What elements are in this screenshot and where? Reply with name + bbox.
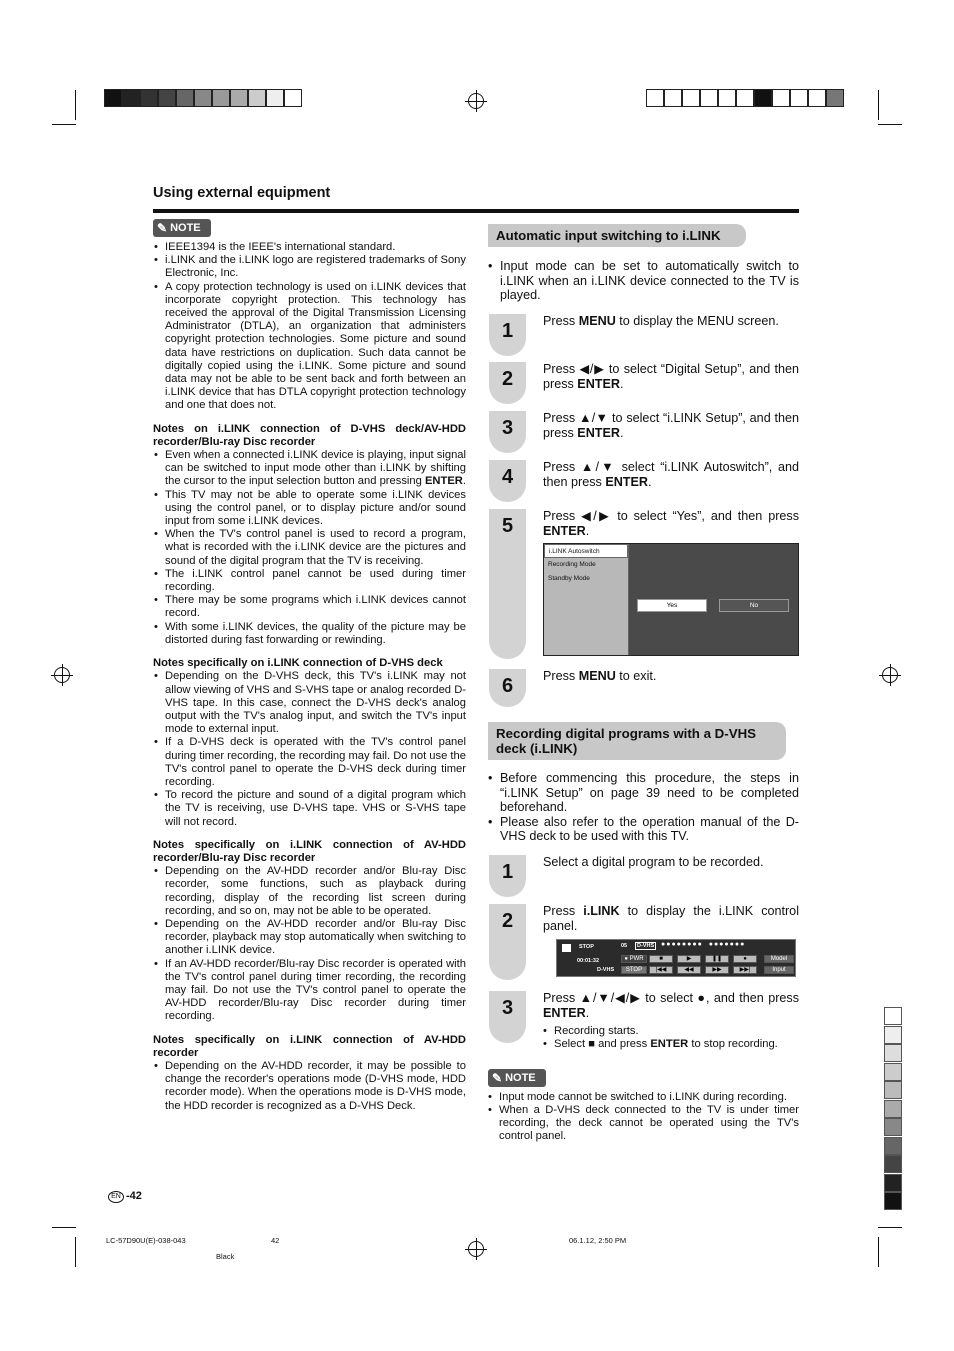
step-text-part: . (648, 474, 652, 489)
step-text-part: Press ▲/▼/◀/▶ to select ●, and then press (543, 991, 799, 1005)
panel-device: D-VHS (597, 967, 615, 973)
index-tab (884, 1081, 902, 1099)
pencil-icon: ✎ (492, 1071, 503, 1085)
step-text-part: . (585, 523, 590, 538)
model-button: Model (764, 955, 794, 963)
registration-target-icon (54, 667, 70, 683)
note-badge: ✎ NOTE (153, 219, 211, 237)
step-number (489, 460, 526, 502)
divider (153, 209, 799, 213)
step-number (489, 411, 526, 453)
fast-forward-icon: ▶▶ (705, 966, 729, 974)
step-text (543, 904, 799, 933)
section-title: Using external equipment (153, 185, 331, 201)
play-icon: ▶ (677, 955, 701, 963)
crop-mark (52, 1227, 76, 1228)
step-text-part: . (619, 425, 624, 440)
step-text-part: MENU (578, 669, 616, 683)
step-text-part: ENTER (543, 523, 586, 538)
notes-heading: Notes specifically on i.LINK connection of AV-HDD recorder (153, 1033, 466, 1059)
no-option: No (719, 599, 789, 612)
step-text-part: ENTER (543, 1005, 586, 1020)
section-header: Recording digital programs with a D-VHS deck (i.LINK) (488, 722, 786, 760)
note-item: • Depending on the AV-HDD recorder and/or Blu-ray Disc recorder, some functions, such as playback during recording, display of the recording list screen during recording, and so on, may not be able to be operated. (153, 865, 466, 918)
step-number (489, 855, 526, 897)
deck-icon (562, 944, 571, 952)
step-number-label: 3 (501, 997, 514, 1019)
step-number-label: 3 (501, 417, 514, 439)
section-header: Automatic input switching to i.LINK (488, 224, 746, 247)
step-number-label: 4 (501, 466, 514, 488)
step-number (489, 904, 526, 980)
step-text-part: ENTER (577, 425, 620, 440)
note-item: • Depending on the D-VHS deck, this TV's i.LINK may not allow viewing of VHS and S-VHS tape or analog recorded D-VHS tape. In this case, connect the D-VHS deck's analog output with the TV's analog input, and switch the TV's input mode to external input. (153, 670, 466, 736)
step-text (543, 509, 799, 538)
step-text-part: MENU (578, 314, 616, 328)
note-item: • Depending on the AV-HDD recorder, it may be possible to change the recorder's operations mode (D-VHS mode, HDD recorder mode). When the operations mode is D-VHS mode, the HDD recorder is recognized as a D-VHS Deck. (153, 1060, 466, 1113)
menu-item: Recording Mode (548, 561, 596, 568)
registration-target-icon (468, 93, 484, 109)
step-number (489, 362, 526, 404)
step-text-part: to display the i.LINK control panel. (543, 904, 799, 933)
step-number-label: 2 (501, 368, 514, 390)
step-text-part: . (619, 376, 624, 391)
section-intro: • Input mode can be set to automatically switch to i.LINK when an i.LINK device connected to the TV is played. (488, 259, 799, 303)
index-tab (884, 1118, 902, 1136)
notes-heading: Notes specifically on i.LINK connection of D-VHS deck (153, 657, 443, 670)
panel-time: 00:01:32 (577, 958, 600, 964)
panel-status: STOP (579, 944, 594, 950)
notes-heading: Notes on i.LINK connection of D-VHS deck/AV-HDD recorder/Blu-ray Disc recorder (153, 422, 466, 448)
step-text-part: Press ▲/▼ to select “i.LINK Setup”, and then press (543, 411, 799, 440)
step-text-part: i.LINK (583, 904, 620, 918)
registration-target-icon (882, 667, 898, 683)
note-item: • With some i.LINK devices, the quality of the picture may be distorted during fast forwarding or rewinding. (153, 621, 466, 647)
crop-mark (878, 124, 902, 125)
step-number (489, 314, 526, 356)
note-item: • To record the picture and sound of a digital program which the TV is receiving, use D-VHS tape. VHS or S-VHS tape will not record. (153, 789, 466, 829)
skip-back-icon: |◀◀ (649, 966, 673, 974)
note-item: • Depending on the AV-HDD recorder and/or Blu-ray Disc recorder, playback may stop automatically when switching to another i.LINK device. (153, 918, 466, 958)
step-text (543, 855, 799, 870)
note-item: • If a D-VHS deck is operated with the TV's control panel during timer recording, the recording may fail. Do not use the TV's control panel to operate the D-VHS deck during timer recording. (153, 736, 466, 789)
step-number-label: 2 (501, 910, 514, 932)
crop-mark (75, 1237, 76, 1267)
panel-dots: ●●●●●●●● ●●●●●●● (661, 941, 746, 948)
step-text-part: to display the MENU screen. (615, 314, 779, 328)
skip-forward-icon: ▶▶| (733, 966, 757, 974)
index-tab (884, 1192, 902, 1210)
step-text-part: ENTER (605, 474, 648, 489)
note-item: • i.LINK and the i.LINK logo are registered trademarks of Sony Electronic, Inc. (153, 254, 466, 280)
right-notes: • Input mode cannot be switched to i.LINK during recording. • When a D-VHS deck connected to the TV is under timer recording, the deck cannot be operated using the TV's control panel. (488, 1091, 799, 1143)
index-tab (884, 1174, 902, 1192)
menu-list (544, 544, 629, 655)
step-sub-bullets: • Recording starts. • Select ■ and press ENTER to stop recording. (543, 1025, 799, 1051)
step-text-part: Press (543, 669, 579, 683)
crop-mark (878, 90, 879, 120)
record-icon: ● (733, 955, 757, 963)
step-number-label: 1 (501, 861, 514, 883)
step-text (543, 362, 799, 391)
stop-label: STOP (621, 966, 647, 974)
ilink-control-panel (556, 939, 796, 977)
index-tab (884, 1063, 902, 1081)
footer-page: 42 (271, 1236, 280, 1245)
note-item: • IEEE1394 is the IEEE's international standard. (153, 241, 466, 254)
step-number (489, 509, 526, 659)
index-tab (884, 1137, 902, 1155)
step-number (489, 669, 526, 707)
step-text-part: Press ▲/▼ select “i.LINK Autoswitch”, and then press (543, 460, 799, 489)
step-text (543, 991, 799, 1020)
panel-device-tag: D-VHS (637, 943, 655, 949)
crop-mark (878, 1237, 879, 1267)
note-item: • If an AV-HDD recorder/Blu-ray Disc recorder is operated with the TV's control panel during timer recording, the recording may fail. Do not use the TV's control panel to operate the AV-HDD recorder/Blu-ray Disc recorder during timer recording. (153, 958, 466, 1024)
step-number-label: 5 (501, 515, 514, 537)
index-tab (884, 1044, 902, 1062)
section-intro: • Before commencing this procedure, the steps in “i.LINK Setup” on page 39 need to be completed beforehand. • Please also refer to the operation manual of the D-VHS deck to be used with this TV. (488, 771, 799, 844)
note-item: • The i.LINK control panel cannot be used during timer recording. (153, 568, 466, 594)
power-button: ● PWR (621, 955, 647, 963)
step-text-part: Select a digital program to be recorded. (543, 855, 764, 869)
step-number (489, 991, 526, 1043)
note-item: • This TV may not be able to operate some i.LINK devices using the control panel, or to display picture and/or sound input from some i.LINK devices. (153, 489, 466, 529)
stop-icon: ■ (649, 955, 673, 963)
tv-menu-screenshot (543, 543, 799, 656)
color-calibration-bar-right (646, 89, 844, 107)
step-text-part: . (585, 1005, 590, 1020)
index-tab (884, 1155, 902, 1173)
color-calibration-bar-left (104, 89, 302, 107)
pencil-icon: ✎ (157, 221, 168, 235)
pause-icon: ❚❚ (705, 955, 729, 963)
footer-color: Black (216, 1252, 235, 1261)
index-tab (884, 1026, 902, 1044)
note-item: • Even when a connected i.LINK device is playing, input signal can be switched to input mode other than i.LINK by shifting the cursor to the input selection button and pressing ENTER. (153, 449, 466, 489)
step-text-part: Press ◀/▶ to select “Digital Setup”, and then press (543, 362, 799, 391)
menu-item: i.LINK Autoswitch (544, 544, 628, 558)
note-item: • There may be some programs which i.LINK devices cannot record. (153, 594, 466, 620)
crop-mark (52, 124, 76, 125)
note-item: • A copy protection technology is used on i.LINK devices that incorporate copyright protection. This technology has received the approval of the Digital Transmission Licensing Administrator (DTLA), an organization that administers copyright protection technologies. Some picture and sound data have restrictions on duplication. Such data cannot be digitally copied using the i.LINK. Some picture and sound data may not be able to be sent back and forth between an i.LINK device that has DTLA copyright protection technology and one that does not. (153, 281, 466, 413)
crop-mark (75, 90, 76, 120)
left-notes (153, 241, 466, 1113)
panel-channel: 05 (621, 943, 628, 949)
page-number: -42 (126, 1190, 142, 1202)
step-text-part: to exit. (615, 669, 657, 683)
rewind-icon: ◀◀ (677, 966, 701, 974)
menu-item: Standby Mode (548, 575, 590, 582)
notes-heading: Notes specifically on i.LINK connection of AV-HDD recorder/Blu-ray Disc recorder (153, 838, 466, 864)
step-text-part: ENTER (577, 376, 620, 391)
step-text-part: Press (543, 314, 579, 328)
step-text (543, 411, 799, 440)
footer-date: 06.1.12, 2:50 PM (569, 1236, 627, 1245)
step-text-part: Press (543, 904, 584, 918)
index-tab (884, 1007, 902, 1025)
footer-file: LC-57D90U(E)-038-043 (106, 1236, 186, 1245)
step-number-label: 1 (501, 320, 514, 342)
step-text (543, 669, 799, 684)
crop-mark (878, 1227, 902, 1228)
note-item: • When the TV's control panel is used to record a program, what is recorded with the i.LINK device are the pictures and sound of the digital program that the TV is receiving. (153, 528, 466, 568)
step-number-label: 6 (501, 675, 514, 697)
yes-option: Yes (637, 599, 707, 612)
language-badge: EN (108, 1191, 124, 1203)
index-tab (884, 1100, 902, 1118)
step-text (543, 314, 799, 329)
step-text (543, 460, 799, 489)
registration-target-icon (468, 1241, 484, 1257)
input-button: Input (764, 966, 794, 974)
step-text-part: Press ◀/▶ to select “Yes”, and then press (543, 509, 799, 523)
note-badge: ✎ NOTE (488, 1069, 546, 1087)
